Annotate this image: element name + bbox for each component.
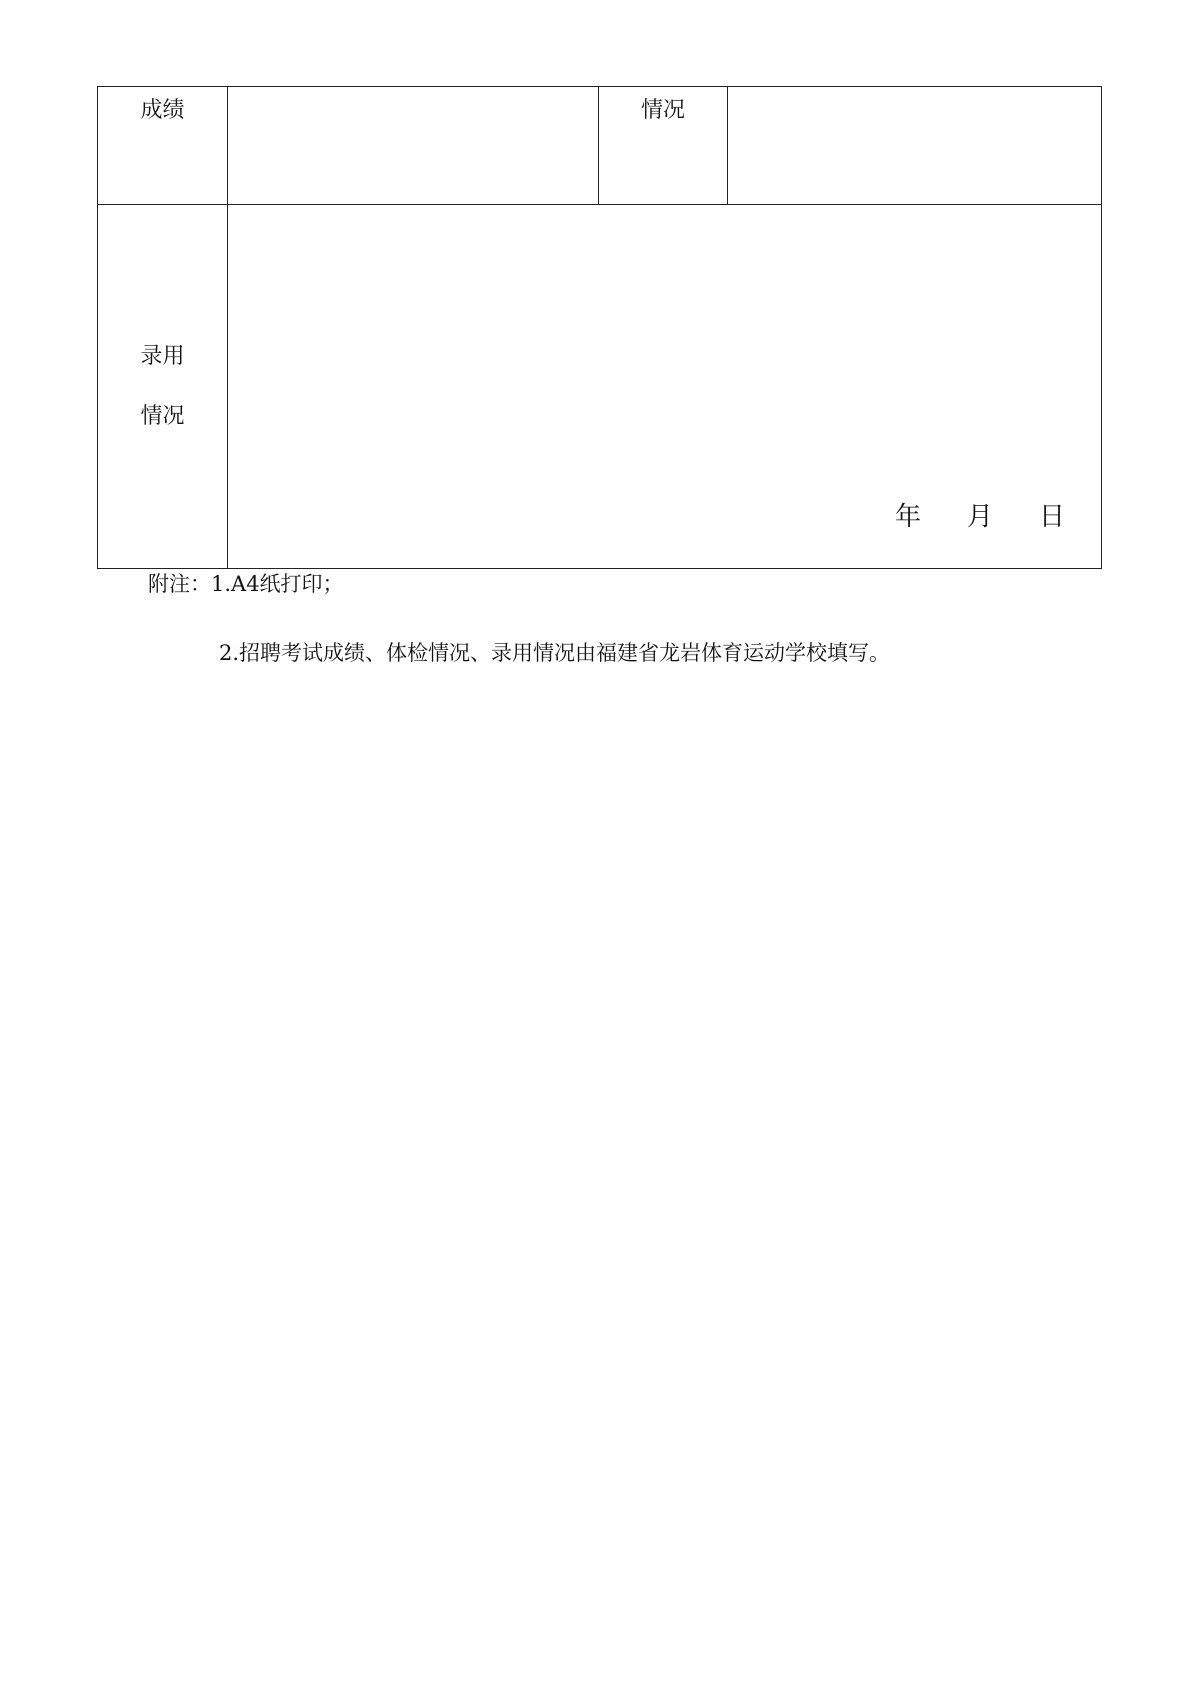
hiring-label-line1: 录用	[140, 343, 185, 369]
hiring-label-cell	[98, 205, 228, 569]
note-line-2: 2.招聘考试成绩、体检情况、录用情况由福建省龙岩体育运动学校填写。	[219, 641, 891, 665]
registration-form-table	[97, 86, 1102, 569]
score-label-cell	[98, 87, 228, 205]
score-value-cell[interactable]	[228, 87, 599, 205]
status-label-cell	[599, 87, 728, 205]
status-value-cell[interactable]	[728, 87, 1102, 205]
hiring-row	[98, 205, 1102, 569]
score-row	[98, 87, 1102, 205]
date-year-label: 年	[894, 502, 921, 532]
note-line-1: 附注：1.A4纸打印；	[148, 572, 344, 596]
status-label: 情况	[640, 98, 685, 123]
hiring-content-cell[interactable]	[228, 205, 1102, 569]
date-day-label: 日	[1038, 502, 1065, 532]
date-line	[895, 504, 1065, 530]
score-label: 成绩	[140, 98, 185, 123]
hiring-label-line2: 情况	[140, 403, 185, 429]
date-month-label: 月	[966, 502, 993, 532]
